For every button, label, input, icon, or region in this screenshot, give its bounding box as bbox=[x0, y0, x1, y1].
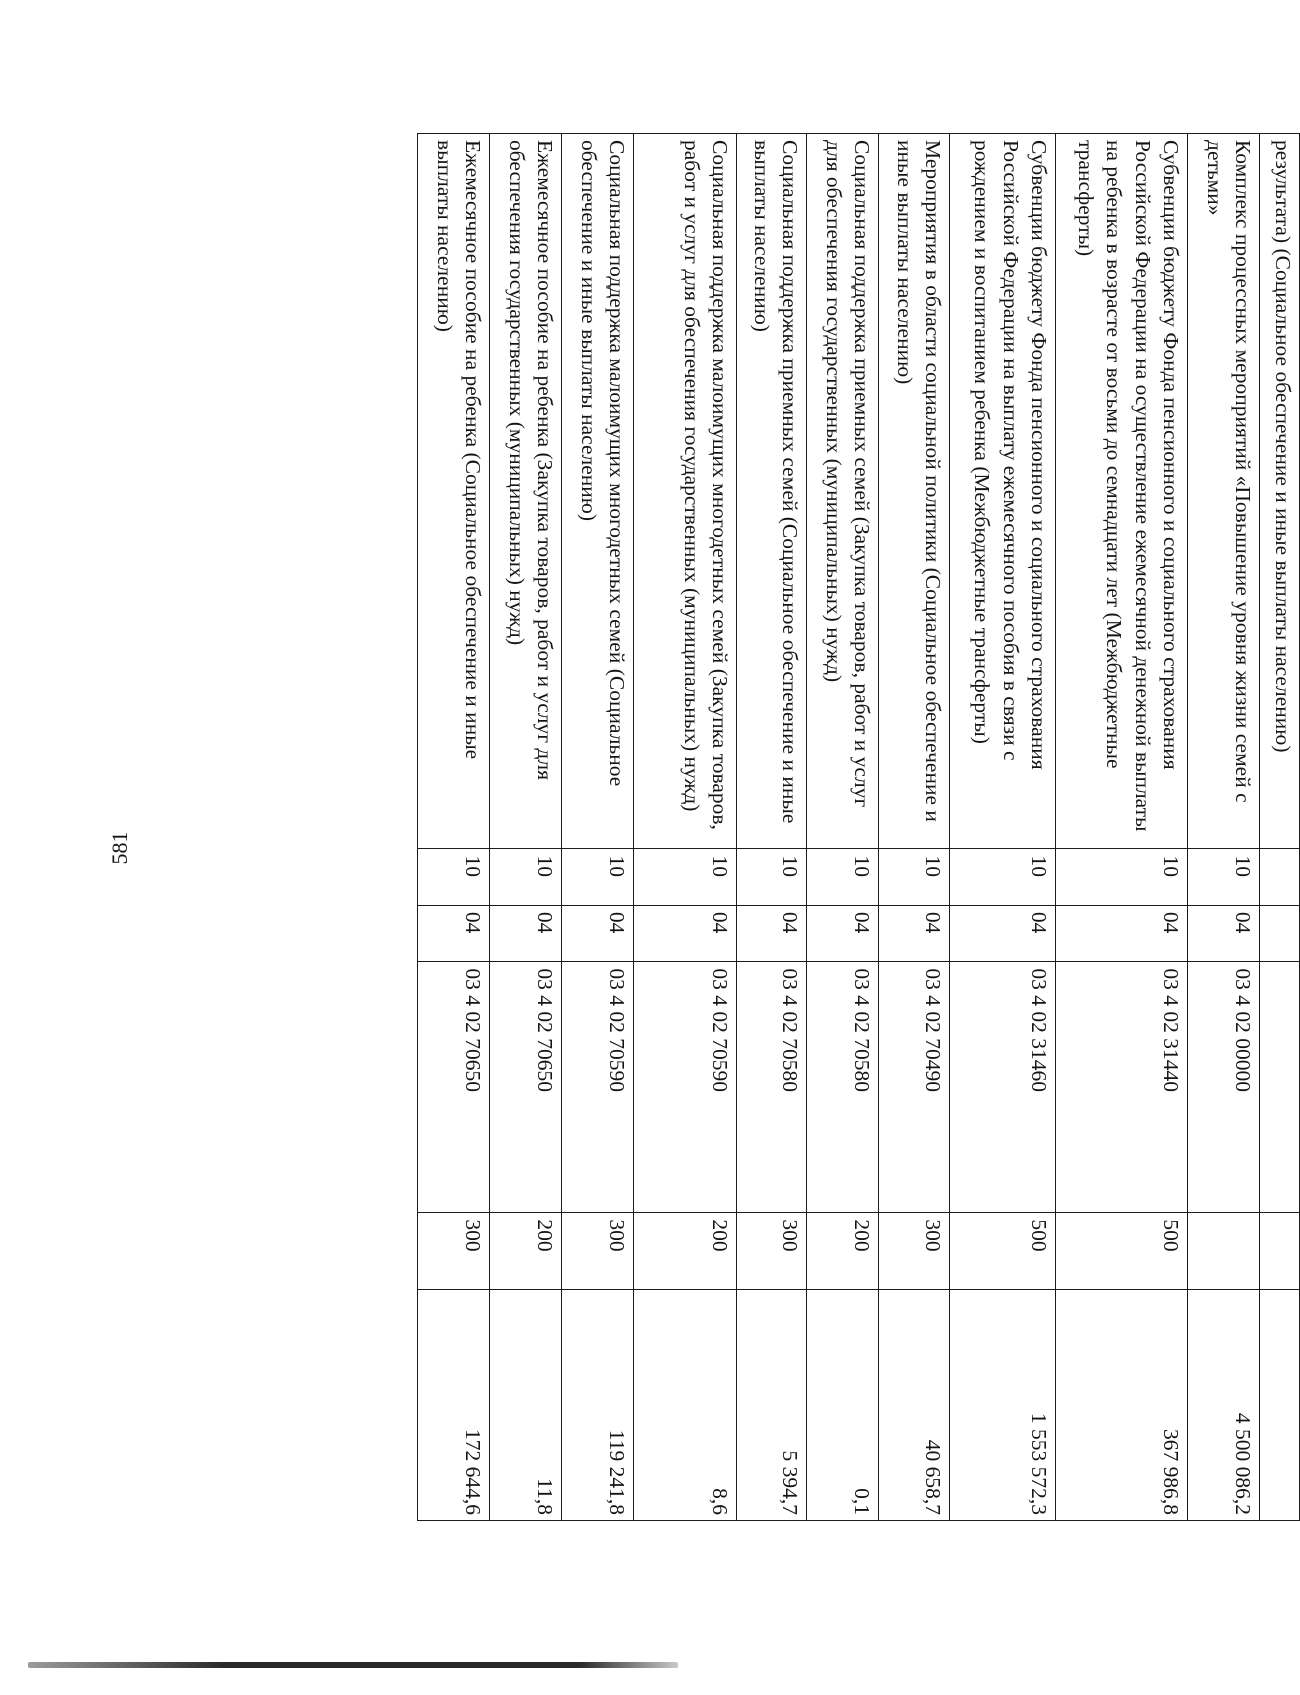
row-name: Социальная поддержка малоимущих многодетных семей (Закупка товаров, работ и услуг для обеспечения государственных (муниципальных) нужд) bbox=[634, 134, 737, 849]
row-amount: 11,8 bbox=[490, 1290, 562, 1521]
row-expense-type: 300 bbox=[737, 1213, 807, 1290]
row-amount: 8,6 bbox=[634, 1290, 737, 1521]
row-section: 10 bbox=[1188, 849, 1260, 905]
row-expense-type bbox=[1260, 1213, 1300, 1290]
table-row bbox=[737, 134, 807, 1521]
row-subsection bbox=[1260, 905, 1300, 961]
table-row bbox=[807, 134, 879, 1521]
row-name: Ежемесячное пособие на ребенка (Закупка товаров, работ и услуг для обеспечения государственных (муниципальных) нужд) bbox=[490, 134, 562, 849]
rotated-page-content bbox=[210, 133, 1300, 1521]
row-target-article: 03 4 02 31440 bbox=[1056, 962, 1188, 1213]
page-number: 581 bbox=[107, 831, 132, 865]
row-name: Социальная поддержка малоимущих многодетных семей (Социальное обеспечение и иные выплаты населению) bbox=[562, 134, 634, 849]
table-row bbox=[634, 134, 737, 1521]
row-name: Субвенции бюджету Фонда пенсионного и социального страхования Российской Федерации на осуществление ежемесячной денежной выплаты на ребенка в возрасте от восьми до семнадцати лет (Межбюджетные трансферты) bbox=[1056, 134, 1188, 849]
row-section: 10 bbox=[634, 849, 737, 905]
row-section: 10 bbox=[1056, 849, 1188, 905]
row-expense-type bbox=[1188, 1213, 1260, 1290]
row-amount: 367 986,8 bbox=[1056, 1290, 1188, 1521]
row-target-article: 03 4 02 70650 bbox=[418, 962, 490, 1213]
row-name: Социальная поддержка приемных семей (Закупка товаров, работ и услуг для обеспечения государственных (муниципальных) нужд) bbox=[807, 134, 879, 849]
row-amount: 1 553 572,3 bbox=[950, 1290, 1056, 1521]
row-expense-type: 300 bbox=[418, 1213, 490, 1290]
row-name: Ежемесячное пособие на ребенка (Социальное обеспечение и иные выплаты населению) bbox=[418, 134, 490, 849]
row-expense-type: 300 bbox=[879, 1213, 950, 1290]
row-amount: 119 241,8 bbox=[562, 1290, 634, 1521]
row-name: Социальная поддержка приемных семей (Социальное обеспечение и иные выплаты населению) bbox=[737, 134, 807, 849]
row-section: 10 bbox=[950, 849, 1056, 905]
row-amount: 40 658,7 bbox=[879, 1290, 950, 1521]
row-name: Субвенции бюджету Фонда пенсионного и социального страхования Российской Федерации на выплату ежемесячного пособия в связи с рождением и воспитанием ребенка (Межбюджетные трансферты) bbox=[950, 134, 1056, 849]
row-target-article: 03 4 02 70590 bbox=[634, 962, 737, 1213]
table-row bbox=[1056, 134, 1188, 1521]
row-expense-type: 200 bbox=[807, 1213, 879, 1290]
row-subsection: 04 bbox=[807, 905, 879, 961]
row-expense-type: 500 bbox=[950, 1213, 1056, 1290]
row-amount: 4 500 086,2 bbox=[1188, 1290, 1260, 1521]
row-amount: 172 644,6 bbox=[418, 1290, 490, 1521]
row-subsection: 04 bbox=[1188, 905, 1260, 961]
row-subsection: 04 bbox=[737, 905, 807, 961]
row-subsection: 04 bbox=[634, 905, 737, 961]
row-section bbox=[1260, 849, 1300, 905]
row-target-article: 03 4 02 70590 bbox=[562, 962, 634, 1213]
row-section: 10 bbox=[807, 849, 879, 905]
row-section: 10 bbox=[879, 849, 950, 905]
row-name: Комплекс процессных мероприятий «Повышение уровня жизни семей с детьми» bbox=[1188, 134, 1260, 849]
row-subsection: 04 bbox=[418, 905, 490, 961]
row-subsection: 04 bbox=[490, 905, 562, 961]
row-subsection: 04 bbox=[950, 905, 1056, 961]
row-expense-type: 300 bbox=[562, 1213, 634, 1290]
row-expense-type: 200 bbox=[634, 1213, 737, 1290]
budget-table-body bbox=[418, 134, 1300, 1521]
row-expense-type: 500 bbox=[1056, 1213, 1188, 1290]
row-section: 10 bbox=[562, 849, 634, 905]
row-name: Мероприятия в области социальной политики (Социальное обеспечение и иные выплаты населению) bbox=[879, 134, 950, 849]
table-row bbox=[562, 134, 634, 1521]
budget-table bbox=[417, 133, 1300, 1521]
table-row bbox=[490, 134, 562, 1521]
row-target-article: 03 4 02 70580 bbox=[807, 962, 879, 1213]
row-subsection: 04 bbox=[1056, 905, 1188, 961]
row-subsection: 04 bbox=[879, 905, 950, 961]
row-section: 10 bbox=[737, 849, 807, 905]
row-amount bbox=[1260, 1290, 1300, 1521]
row-target-article: 03 4 02 70490 bbox=[879, 962, 950, 1213]
row-amount: 5 394,7 bbox=[737, 1290, 807, 1521]
table-row bbox=[418, 134, 490, 1521]
table-row bbox=[879, 134, 950, 1521]
row-name: результата) (Социальное обеспечение и иные выплаты населению) bbox=[1260, 134, 1300, 849]
row-target-article: 03 4 02 00000 bbox=[1188, 962, 1260, 1213]
table-row bbox=[1188, 134, 1260, 1521]
table-row bbox=[950, 134, 1056, 1521]
table-row bbox=[1260, 134, 1300, 1521]
row-target-article bbox=[1260, 962, 1300, 1213]
row-expense-type: 200 bbox=[490, 1213, 562, 1290]
scan-edge-line bbox=[28, 1662, 678, 1668]
row-target-article: 03 4 02 70580 bbox=[737, 962, 807, 1213]
row-target-article: 03 4 02 70650 bbox=[490, 962, 562, 1213]
row-section: 10 bbox=[418, 849, 490, 905]
row-section: 10 bbox=[490, 849, 562, 905]
row-subsection: 04 bbox=[562, 905, 634, 961]
row-target-article: 03 4 02 31460 bbox=[950, 962, 1056, 1213]
row-amount: 0,1 bbox=[807, 1290, 879, 1521]
